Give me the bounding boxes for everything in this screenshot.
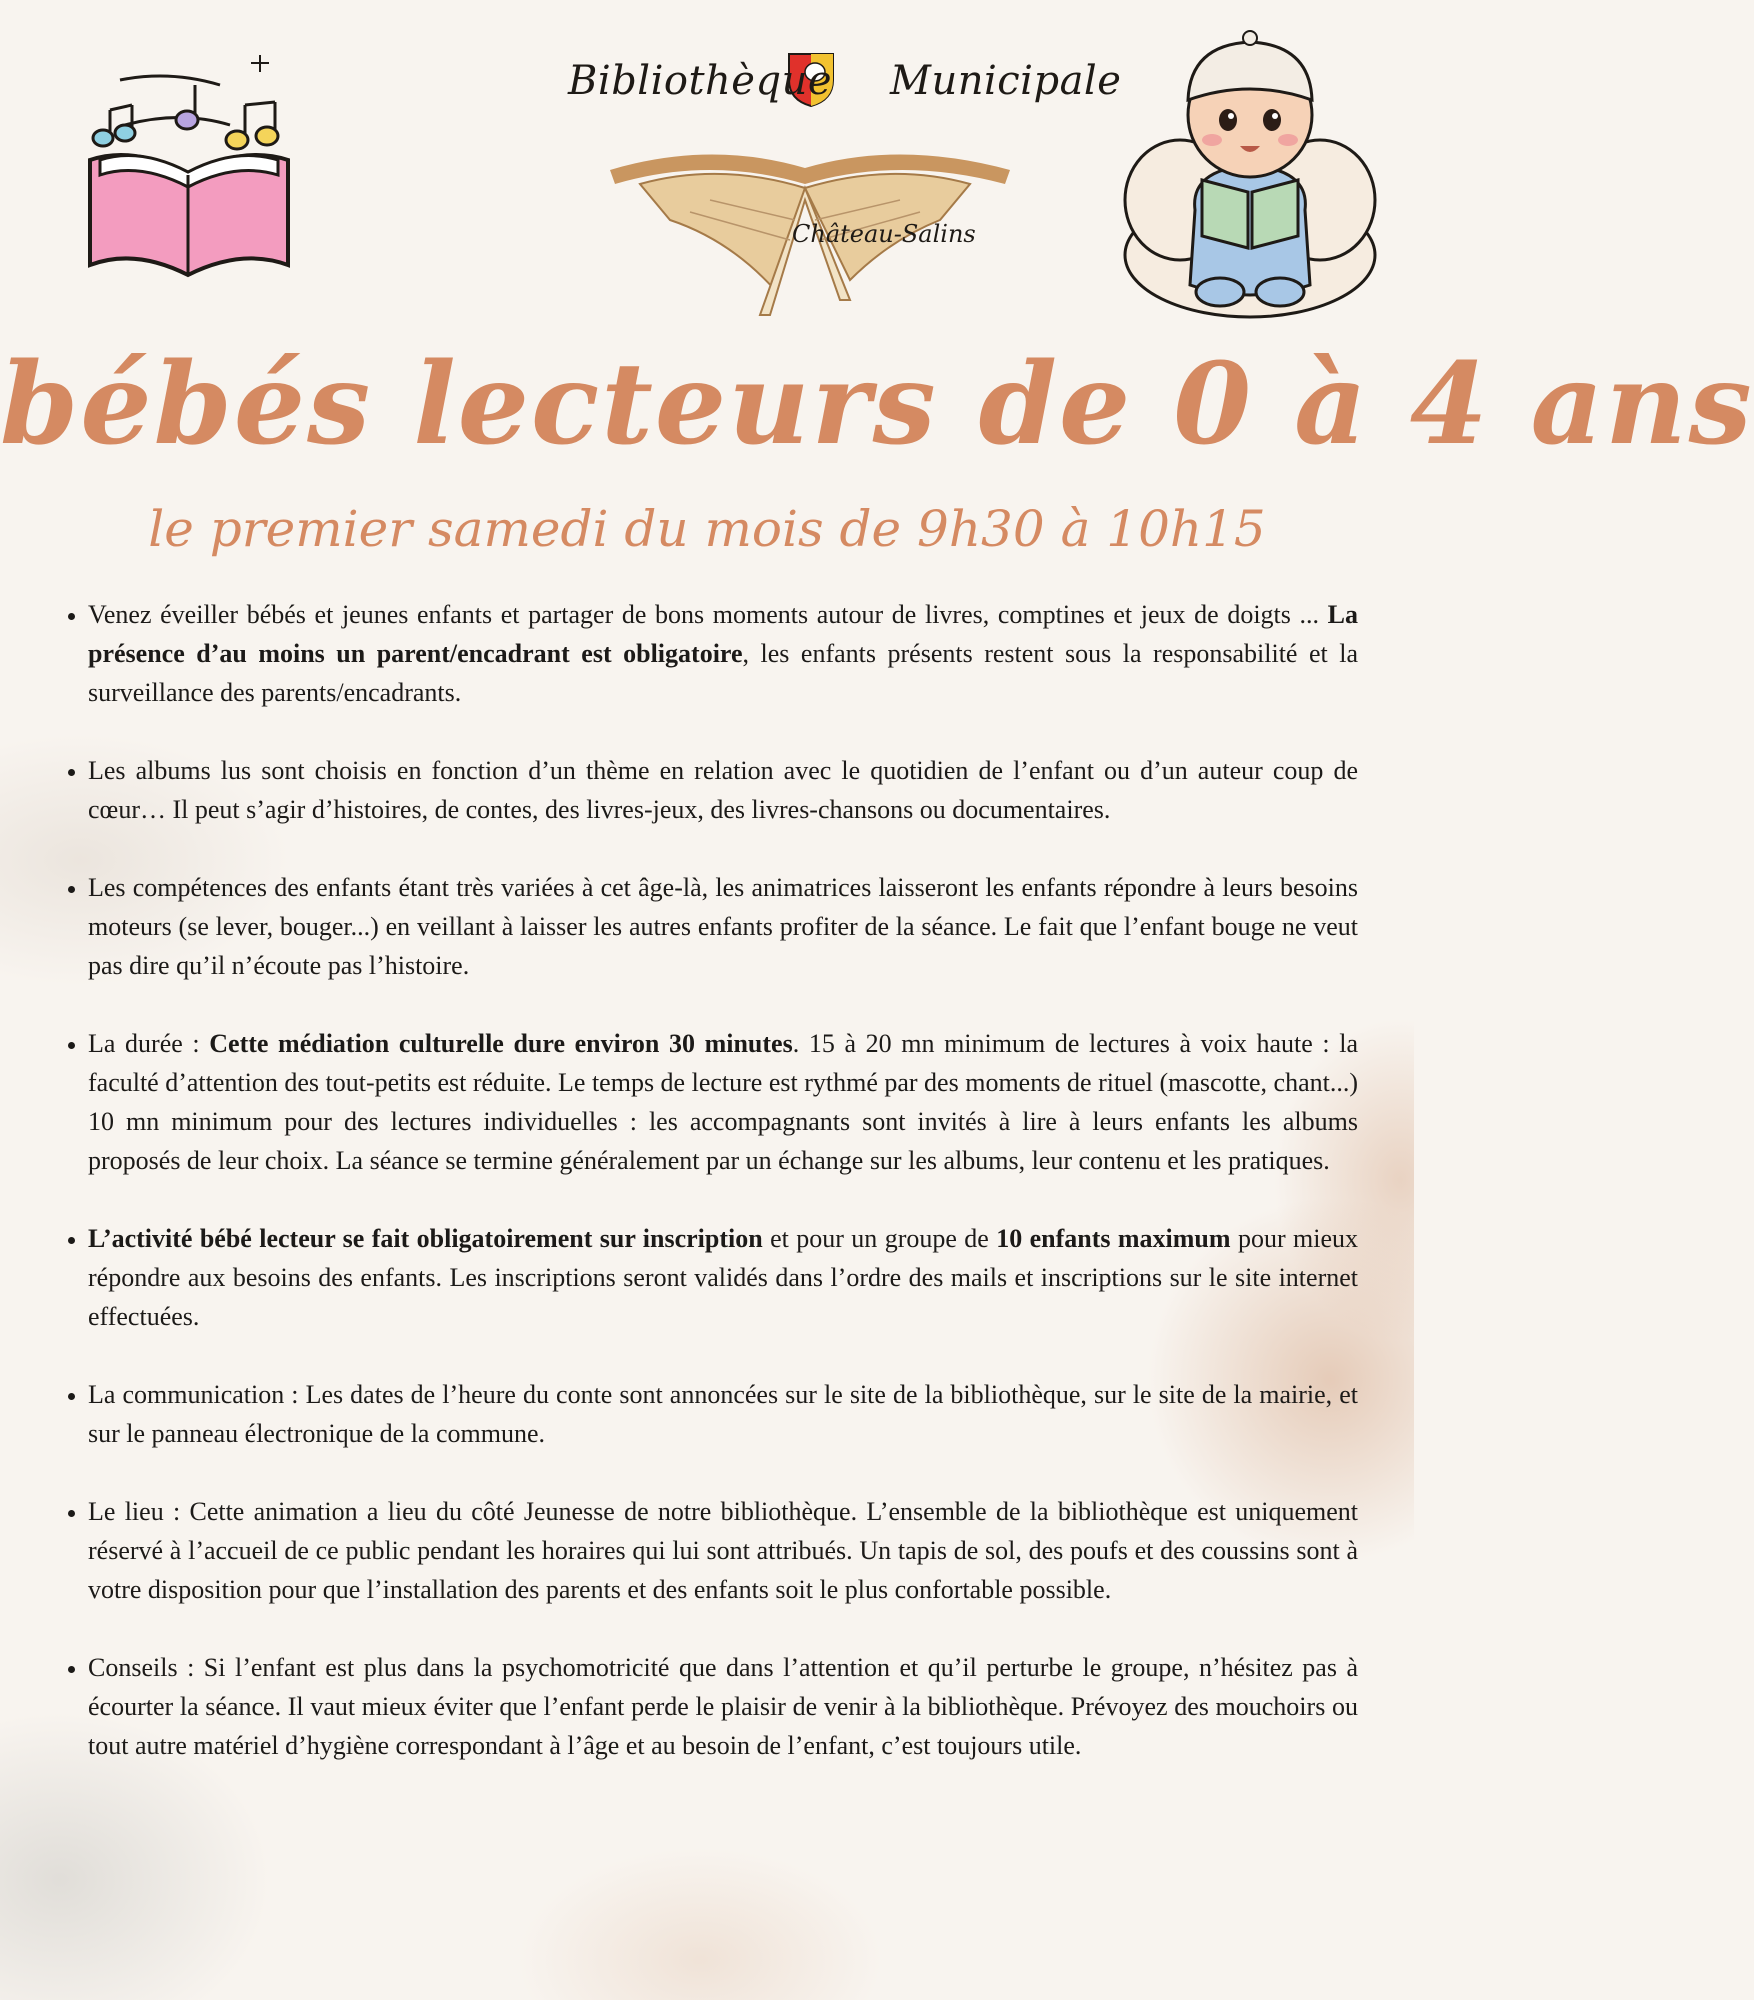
item-text: et pour un groupe de [762, 1224, 997, 1253]
item-text: Venez éveiller bébés et jeunes enfants et partager de bons moments autour de livres, comptines et jeux de doigts ... [88, 600, 1328, 629]
item-bold: 10 enfants maximum [996, 1224, 1231, 1253]
item-text: La durée : [88, 1029, 210, 1058]
list-item-communication [88, 1375, 1358, 1453]
baby-reading-book-icon [1120, 20, 1380, 320]
item-text: pour mieux répondre aux besoins des enfants. Les inscriptions seront validés dans l’ordre des mails et inscriptions sur le site internet effectuées. [88, 1224, 1358, 1331]
list-item-presence [88, 595, 1358, 712]
item-bold: La présence d’au moins un parent/encadrant est obligatoire [88, 600, 1358, 668]
item-text: Conseils : Si l’enfant est plus dans la psychomotricité que dans l’attention et qu’il perturbe le groupe, n’hésitez pas à écourter la séance. Il vaut mieux éviter que l’enfant perde le plaisir de venir à la bibliothèque. Prévoyez des mouchoirs ou tout autre matériel d’hygiène correspondant à l’âge et au besoin de l’enfant, c’est toujours utile. [88, 1653, 1358, 1760]
open-book-logo-icon [600, 100, 1020, 320]
item-text: Les albums lus sont choisis en fonction d’un thème en relation avec le quotidien de l’enfant ou d’un auteur coup de cœur… Il peut s’agir d’histoires, de contes, des livres-jeux, des livres-chansons ou documentaires. [88, 756, 1358, 824]
header [0, 0, 1414, 330]
page-subtitle: le premier samedi du mois de 9h30 à 10h15 [148, 500, 1266, 558]
list-item-albums [88, 751, 1358, 829]
item-text: Le lieu : Cette animation a lieu du côté Jeunesse de notre bibliothèque. L’ensemble de la bibliothèque est uniquement réservé à l’accueil de ce public pendant les horaires qui lui sont attribués. Un tapis de sol, des poufs et des coussins sont à votre disposition pour que l’installation des parents et des enfants soit le plus confortable possible. [88, 1497, 1358, 1604]
music-notes-open-book-icon [70, 50, 310, 290]
list-item-conseils [88, 1648, 1358, 1765]
logo-text-municipale: Municipale [890, 58, 1122, 104]
item-text: La communication : Les dates de l’heure du conte sont annoncées sur le site de la bibliothèque, sur le site de la mairie, et sur le panneau électronique de la commune. [88, 1380, 1358, 1448]
info-list [58, 595, 1358, 1804]
list-item-lieu [88, 1492, 1358, 1609]
list-item-duree [88, 1024, 1358, 1180]
item-bold: Cette médiation culturelle dure environ 30 minutes [209, 1029, 793, 1058]
list-item-competences [88, 868, 1358, 985]
list-item-inscription [88, 1219, 1358, 1336]
item-text: , les enfants présents restent sous la responsabilité et la surveillance des parents/encadrants. [88, 639, 1358, 707]
item-text: . 15 à 20 mn minimum de lectures à voix haute : la faculté d’attention des tout-petits est réduite. Le temps de lecture est rythmé par des moments de rituel (mascotte, chant...) 10 mn minimum pour des lectures individuelles : les accompagnants sont invités à lire à leurs enfants les albums proposés de leur choix. La séance se termine généralement par un échange sur les albums, leur contenu et les pratiques. [88, 1029, 1358, 1175]
item-text: Les compétences des enfants étant très variées à cet âge-là, les animatrices laisseront les enfants répondre à leurs besoins moteurs (se lever, bouger...) en veillant à laisser les autres enfants profiter de la séance. Le fait que l’enfant bouge ne veut pas dire qu’il n’écoute pas l’histoire. [88, 873, 1358, 980]
logo-text-place: Château-Salins [792, 220, 976, 248]
item-bold: L’activité bébé lecteur se fait obligatoirement sur inscription [88, 1224, 763, 1253]
page-title: bébés lecteurs de 0 à 4 ans [0, 339, 1754, 470]
library-logo [560, 40, 1122, 320]
logo-text-bibliotheque: Bibliothèque [568, 58, 833, 104]
